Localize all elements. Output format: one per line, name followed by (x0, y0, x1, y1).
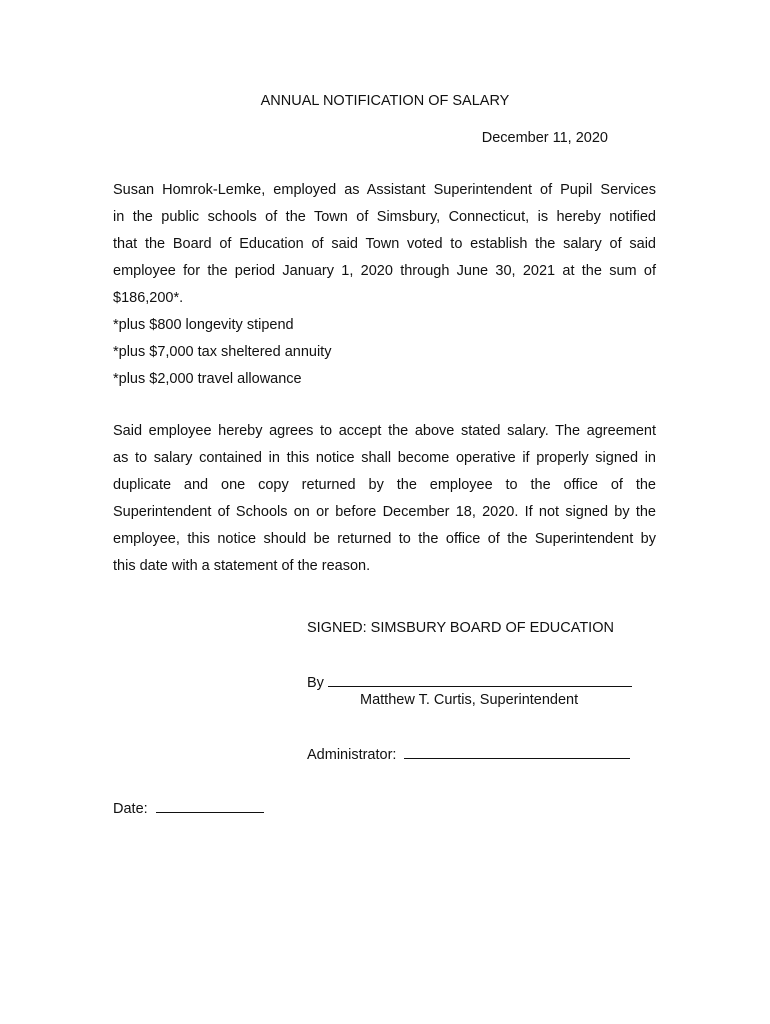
agreement-paragraph (113, 418, 656, 580)
paragraph-line: as to salary contained in this notice shall become operative if properly signed in (113, 450, 656, 466)
by-label: By (307, 675, 324, 691)
paragraph-line: Superintendent of Schools on or before December 18, 2020. If not signed by the (113, 504, 656, 520)
superintendent-name: Matthew T. Curtis, Superintendent (360, 692, 579, 708)
administrator-signature-blank[interactable] (404, 746, 630, 759)
paragraph-line: employee, this notice should be returned to the office of the Superintendent by (113, 531, 656, 547)
paragraph-line: this date with a statement of the reason. (113, 558, 371, 574)
paragraph-line: Said employee hereby agrees to accept the above stated salary. The agreement (113, 423, 656, 439)
date-signature-line (113, 800, 264, 817)
by-signature-blank[interactable] (328, 674, 632, 687)
salary-paragraph (113, 177, 656, 393)
signed-label: SIGNED: SIMSBURY BOARD OF EDUCATION (307, 620, 614, 636)
longevity-stipend: *plus $800 longevity stipend (113, 317, 294, 333)
paragraph-line: employee for the period January 1, 2020 through June 30, 2021 at the sum of (113, 263, 656, 279)
date-blank[interactable] (156, 800, 264, 813)
document-title: ANNUAL NOTIFICATION OF SALARY (260, 93, 510, 109)
administrator-signature-line (307, 746, 630, 763)
paragraph-line: that the Board of Education of said Town voted to establish the salary of said (113, 236, 656, 252)
tax-sheltered-annuity: *plus $7,000 tax sheltered annuity (113, 344, 332, 360)
paragraph-line: duplicate and one copy returned by the employee to the office of the (113, 477, 656, 493)
travel-allowance: *plus $2,000 travel allowance (113, 371, 302, 387)
date-label: Date: (113, 801, 148, 817)
paragraph-line: in the public schools of the Town of Simsbury, Connecticut, is hereby notified (113, 209, 656, 225)
salary-amount: $186,200*. (113, 290, 184, 306)
administrator-label: Administrator: (307, 747, 397, 763)
document-date: December 11, 2020 (481, 130, 608, 146)
paragraph-line: Susan Homrok-Lemke, employed as Assistant Superintendent of Pupil Services (113, 182, 656, 198)
by-signature-line (307, 674, 632, 691)
